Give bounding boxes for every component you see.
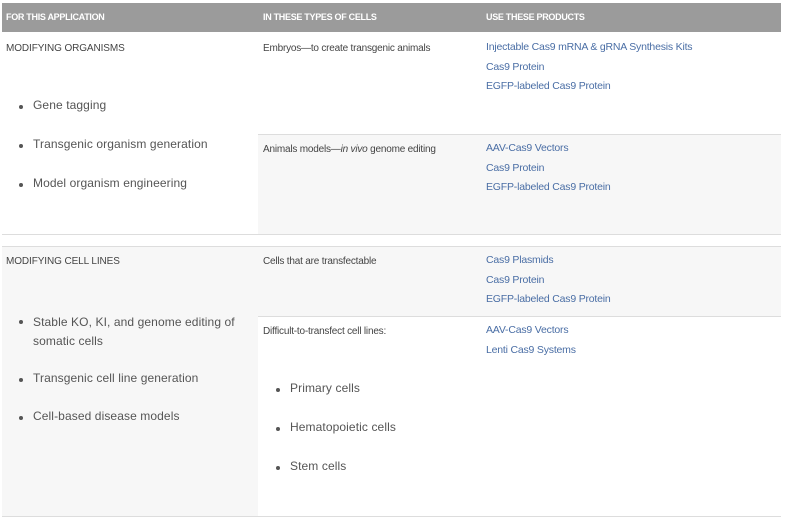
product-link[interactable]: AAV-Cas9 Vectors bbox=[486, 142, 569, 154]
product-list bbox=[486, 321, 576, 360]
list-item: Hematopoietic cells bbox=[276, 420, 476, 459]
cell-type-list bbox=[276, 381, 476, 473]
product-link[interactable]: Cas9 Protein bbox=[486, 161, 545, 174]
cell-type-italic: in vivo bbox=[340, 144, 368, 155]
list-item: Transgenic cell line generation bbox=[19, 371, 239, 409]
row-divider bbox=[258, 316, 781, 317]
list-item: Stable KO, KI, and genome editing of somatic cells bbox=[19, 313, 239, 371]
list-item: Model organism engineering bbox=[19, 176, 249, 190]
header-products: USE THESE PRODUCTS bbox=[486, 12, 585, 22]
list-item: Primary cells bbox=[276, 381, 476, 420]
list-item: Gene tagging bbox=[19, 98, 249, 137]
section-title-cell-lines: MODIFYING CELL LINES bbox=[6, 256, 120, 267]
product-link[interactable]: EGFP-labeled Cas9 Protein bbox=[486, 181, 611, 193]
product-list bbox=[486, 251, 611, 310]
cell-type-difficult: Difficult-to-transfect cell lines: bbox=[263, 326, 387, 337]
product-list bbox=[486, 38, 692, 97]
product-link[interactable]: Cas9 Plasmids bbox=[486, 254, 554, 266]
table-header bbox=[2, 3, 781, 32]
section-divider bbox=[2, 234, 781, 235]
row-divider bbox=[258, 134, 781, 135]
application-list-cell-lines bbox=[19, 313, 239, 423]
list-item: Cell-based disease models bbox=[19, 409, 239, 423]
cell-type-suffix: genome editing bbox=[367, 144, 436, 155]
product-link[interactable]: Injectable Cas9 mRNA & gRNA Synthesis Kits bbox=[486, 41, 693, 53]
list-item: Stem cells bbox=[276, 459, 476, 473]
product-link[interactable]: EGFP-labeled Cas9 Protein bbox=[486, 80, 611, 92]
cell-type-animal-models bbox=[263, 144, 436, 155]
cell-type-prefix: Animals models— bbox=[263, 144, 341, 155]
product-link[interactable]: Cas9 Protein bbox=[486, 273, 545, 286]
application-list-organisms bbox=[19, 98, 249, 190]
product-link[interactable]: Cas9 Protein bbox=[486, 60, 545, 73]
cell-type-embryos: Embryos—to create transgenic animals bbox=[263, 43, 431, 54]
product-link[interactable]: Lenti Cas9 Systems bbox=[486, 343, 576, 356]
table-bottom-border bbox=[2, 516, 781, 517]
product-list bbox=[486, 139, 611, 198]
section-divider bbox=[2, 246, 781, 247]
list-item: Transgenic organism generation bbox=[19, 137, 249, 176]
cell-type-transfectable: Cells that are transfectable bbox=[263, 256, 377, 267]
product-link[interactable]: AAV-Cas9 Vectors bbox=[486, 324, 569, 336]
product-link[interactable]: EGFP-labeled Cas9 Protein bbox=[486, 293, 611, 305]
header-application: FOR THIS APPLICATION bbox=[6, 12, 105, 22]
header-cell-types: IN THESE TYPES OF CELLS bbox=[263, 12, 377, 22]
section-title-organisms: MODIFYING ORGANISMS bbox=[6, 43, 125, 54]
